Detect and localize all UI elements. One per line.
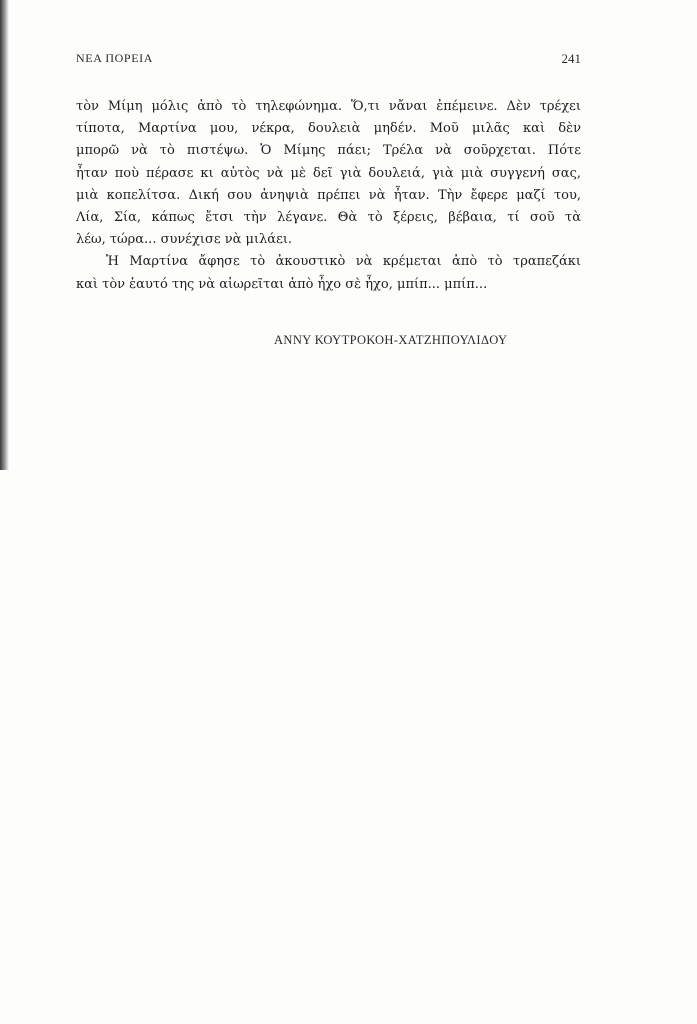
text-line: Ἡ Μαρτίνα ἄφησε τὸ ἀκουστικὸ νὰ κρέμεται ἀπὸ τὸ τραπεζάκι [106,254,581,270]
text-line: καὶ τὸν ἑαυτό της νὰ αἰωρεῖται ἀπὸ ἦχο σὲ ἦχο, μπίπ... μπίπ... [76,276,488,292]
text-line: Λία, Σία, κάπως ἔτσι τὴν λέγανε. Θὰ τὸ ξέρεις, βέβαια, τί σοῦ τὰ [76,210,581,226]
text-line: τὸν Μίμη μόλις ἀπὸ τὸ τηλεφώνημα. Ὅ,τι νἄναι ἐπέμεινε. Δὲν τρέχει [76,99,581,114]
text-line: λέω, τώρα... συνέχισε νὰ μιλάει. [76,232,293,248]
running-head-title: ΝΕΑ ΠΟΡΕΙΑ [76,51,153,65]
story-text [76,96,581,296]
binding-shadow [0,0,9,470]
text-line: ἦταν ποὺ πέρασε κι αὐτὸς νὰ μὲ δεῖ γιὰ δουλειά, γιὰ μιὰ συγγενή σας, [76,165,581,181]
text-line: μιὰ κοπελίτσα. Δική σου ἀνηψιὰ πρέπει νὰ ἦταν. Τὴν ἔφερε μαζί του, [76,187,581,203]
page-number: 241 [561,51,581,66]
text-line: τίποτα, Μαρτίνα μου, νέκρα, δουλειὰ μηδέν. Μοῦ μιλᾶς καὶ δὲν [76,121,581,137]
author-signature: ΑΝΝΥ ΚΟΥΤΡΟΚΟΗ-ΧΑΤΖΗΠΟΥΛΙΔΟΥ [274,333,508,347]
text-line: μπορῶ νὰ τὸ πιστέψω. Ὁ Μίμης πάει; Τρέλα νὰ σοῦρχεται. Πότε [76,143,581,159]
